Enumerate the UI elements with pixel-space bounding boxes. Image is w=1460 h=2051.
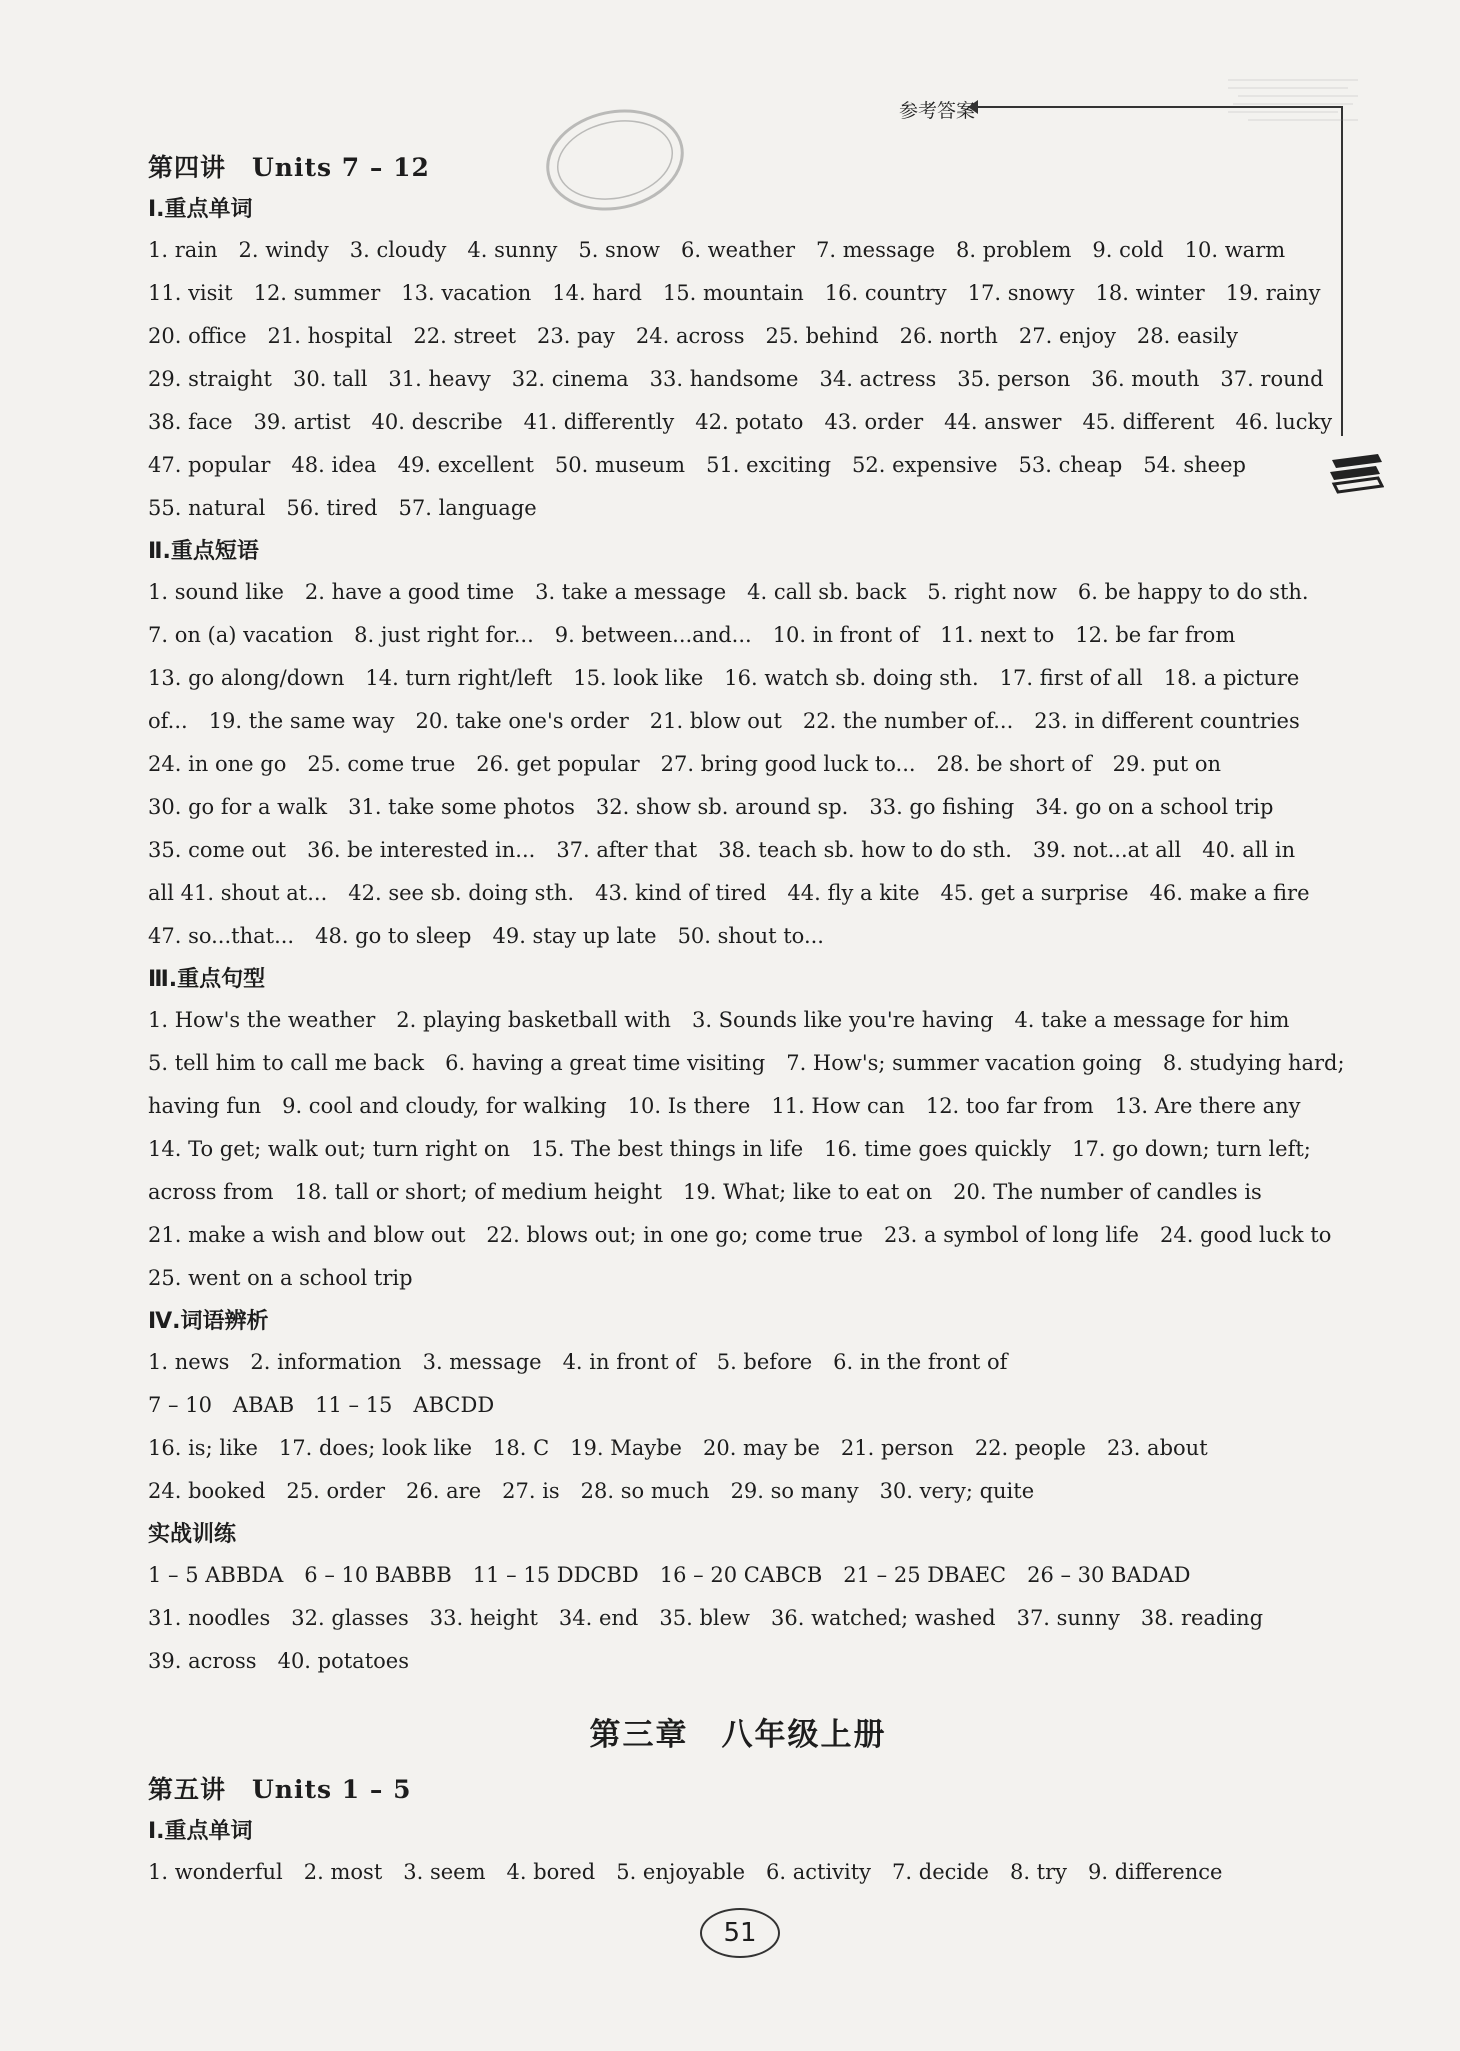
answer-line: 24. in one go 25. come true 26. get popular 27. bring good luck to... 28. be short of 29. put on — [148, 752, 1222, 776]
page-number-text: 51 — [723, 1918, 757, 1948]
section-title: Ⅲ.重点句型 — [148, 967, 266, 992]
answer-line: 7 – 10 ABAB 11 – 15 ABCDD — [148, 1393, 495, 1417]
answer-content — [148, 140, 1345, 1894]
answer-line: all 41. shout at... 42. see sb. doing sth. 43. kind of tired 44. fly a kite 45. get a surprise 46. make a fire — [148, 881, 1310, 905]
answer-line: 29. straight 30. tall 31. heavy 32. cinema 33. handsome 34. actress 35. person 36. mouth 37. round — [148, 367, 1324, 391]
answer-line: 38. face 39. artist 40. describe 41. differently 42. potato 43. order 44. answer 45. different 46. lucky — [148, 410, 1333, 434]
answer-line: 13. go along/down 14. turn right/left 15. look like 16. watch sb. doing sth. 17. first of all 18. a picture — [148, 666, 1300, 690]
answer-line: 21. make a wish and blow out 22. blows out; in one go; come true 23. a symbol of long life 24. good luck to — [148, 1223, 1332, 1247]
answer-line: 47. so...that... 48. go to sleep 49. stay up late 50. shout to... — [148, 924, 824, 948]
section-title: Ⅰ.重点单词 — [148, 1819, 253, 1844]
section-title: 实战训练 — [148, 1522, 237, 1547]
answer-line: 1. sound like 2. have a good time 3. take a message 4. call sb. back 5. right now 6. be happy to do sth. — [148, 580, 1309, 604]
chapter-title: 第三章 八年级上册 — [589, 1717, 887, 1753]
answer-line: 39. across 40. potatoes — [148, 1649, 409, 1673]
header-label: 参考答案 — [898, 100, 975, 122]
lecture-title: 第五讲 Units 1 – 5 — [148, 1775, 412, 1804]
answer-line: 1. wonderful 2. most 3. seem 4. bored 5. enjoyable 6. activity 7. decide 8. try 9. difference — [148, 1860, 1223, 1884]
lecture4-sections — [148, 192, 1345, 1683]
answer-line: 47. popular 48. idea 49. excellent 50. museum 51. exciting 52. expensive 53. cheap 54. sheep — [148, 453, 1246, 477]
answer-line: 1. rain 2. windy 3. cloudy 4. sunny 5. snow 6. weather 7. message 8. problem 9. cold 10. warm — [148, 238, 1286, 262]
answer-line: 5. tell him to call me back 6. having a great time visiting 7. How's; summer vacation going 8. studying hard; — [148, 1051, 1345, 1075]
answer-line: 14. To get; walk out; turn right on 15. The best things in life 16. time goes quickly 17. go down; turn left; — [148, 1137, 1311, 1161]
answer-line: 16. is; like 17. does; look like 18. C 19. Maybe 20. may be 21. person 22. people 23. about — [148, 1436, 1208, 1460]
answer-line: 30. go for a walk 31. take some photos 32. show sb. around sp. 33. go fishing 34. go on a school trip — [148, 795, 1274, 819]
page-number — [700, 1908, 780, 1958]
answer-line: 1. news 2. information 3. message 4. in front of 5. before 6. in the front of — [148, 1350, 1008, 1374]
section-title: Ⅰ.重点单词 — [148, 197, 253, 222]
answer-line: 24. booked 25. order 26. are 27. is 28. so much 29. so many 30. very; quite — [148, 1479, 1035, 1503]
answer-line: having fun 9. cool and cloudy, for walking 10. Is there 11. How can 12. too far from 13. Are there any — [148, 1094, 1301, 1118]
answer-line: 55. natural 56. tired 57. language — [148, 496, 537, 520]
section-title: Ⅳ.词语辨析 — [148, 1309, 269, 1334]
book-stack-icon — [1328, 450, 1384, 502]
answer-line: 1 – 5 ABBDA 6 – 10 BABBB 11 – 15 DDCBD 16 – 20 CABCB 21 – 25 DBAEC 26 – 30 BADAD — [148, 1563, 1191, 1587]
lecture-title: 第四讲 Units 7 – 12 — [148, 153, 430, 182]
section-title: Ⅱ.重点短语 — [148, 539, 259, 564]
answer-line: 7. on (a) vacation 8. just right for... 9. between...and... 10. in front of 11. next to 12. be far from — [148, 623, 1236, 647]
answer-line: across from 18. tall or short; of medium height 19. What; like to eat on 20. The number of candles is — [148, 1180, 1262, 1204]
answer-line: 35. come out 36. be interested in... 37. after that 38. teach sb. how to do sth. 39. not...at all 40. all in — [148, 838, 1296, 862]
answer-line: 1. How's the weather 2. playing basketball with 3. Sounds like you're having 4. take a message for him — [148, 1008, 1290, 1032]
answer-line: 20. office 21. hospital 22. street 23. pay 24. across 25. behind 26. north 27. enjoy 28. easily — [148, 324, 1239, 348]
answer-line: 11. visit 12. summer 13. vacation 14. hard 15. mountain 16. country 17. snowy 18. winter 19. rainy — [148, 281, 1321, 305]
lecture5-sections — [148, 1814, 1328, 1894]
answer-line: 31. noodles 32. glasses 33. height 34. end 35. blew 36. watched; washed 37. sunny 38. reading — [148, 1606, 1264, 1630]
answer-line: 25. went on a school trip — [148, 1266, 413, 1290]
answer-line: of... 19. the same way 20. take one's order 21. blow out 22. the number of... 23. in different countries — [148, 709, 1300, 733]
